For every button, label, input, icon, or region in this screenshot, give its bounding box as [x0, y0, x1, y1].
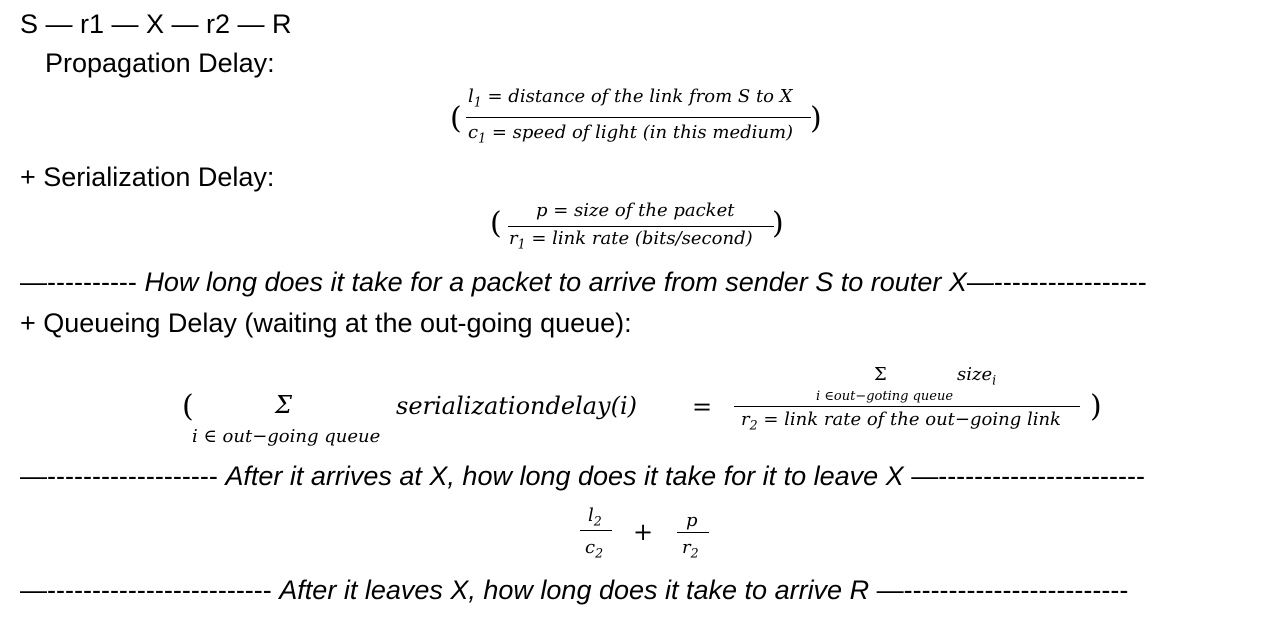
- serialization-denominator: $r_1$ = link rate (bits/second): [509, 228, 753, 252]
- l2-c2-fraction-bar: [580, 530, 612, 531]
- close-paren: ): [1090, 389, 1102, 424]
- queueing-delay-label: + Queueing Delay (waiting at the out-going queue):: [20, 308, 632, 338]
- open-paren: (: [490, 206, 502, 241]
- propagation-numerator: $l_1$ = distance of the link from S to X: [468, 86, 793, 110]
- rhs-sigma: Σ: [874, 364, 887, 385]
- serialization-numerator: p = size of the packet: [536, 200, 735, 221]
- close-paren: ): [772, 206, 784, 241]
- rhs-sigma-subscript: i ∈out−goting queue: [816, 389, 954, 404]
- separator-leave-router: —------------------- After it arrives at X, how long does it take for it to leave X —-----------------------: [20, 461, 1146, 491]
- separator-arrive-receiver: —------------------------- After it leaves X, how long does it take to arrive R —-------------------------: [20, 575, 1129, 605]
- queueing-fraction-bar: [734, 406, 1080, 407]
- p-numerator: p: [686, 510, 698, 531]
- close-paren: ): [810, 101, 822, 136]
- c2-denominator: $c_2$: [585, 537, 604, 561]
- propagation-denominator: $c_1$ = speed of light (in this medium): [468, 122, 794, 146]
- open-paren: (: [450, 101, 462, 136]
- p-r2-fraction-bar: [677, 532, 709, 533]
- rhs-denominator: $r_2$ = link rate of the out−going link: [741, 409, 1061, 433]
- propagation-delay-label: Propagation Delay:: [45, 48, 275, 78]
- equals-sign: =: [692, 393, 713, 421]
- separator-arrive-at-router: —---------- How long does it take for a packet to arrive from sender S to router X—-----------------: [20, 267, 1147, 297]
- r2-denominator: $r_2$: [682, 537, 699, 561]
- sum-subscript: i ∈ out−going queue: [192, 426, 381, 447]
- topology-line: S — r1 — X — r2 — R: [20, 9, 292, 39]
- serialization-delay-label: + Serialization Delay:: [20, 162, 275, 192]
- serialization-term: serializationdelay(i): [396, 392, 638, 420]
- open-paren: (: [182, 389, 194, 424]
- plus-sign: +: [633, 518, 654, 546]
- propagation-fraction-bar: [466, 117, 811, 118]
- l2-numerator: $l_2$: [588, 505, 602, 529]
- sum-sigma: Σ: [275, 391, 292, 419]
- rhs-size: size$_i$: [957, 364, 997, 388]
